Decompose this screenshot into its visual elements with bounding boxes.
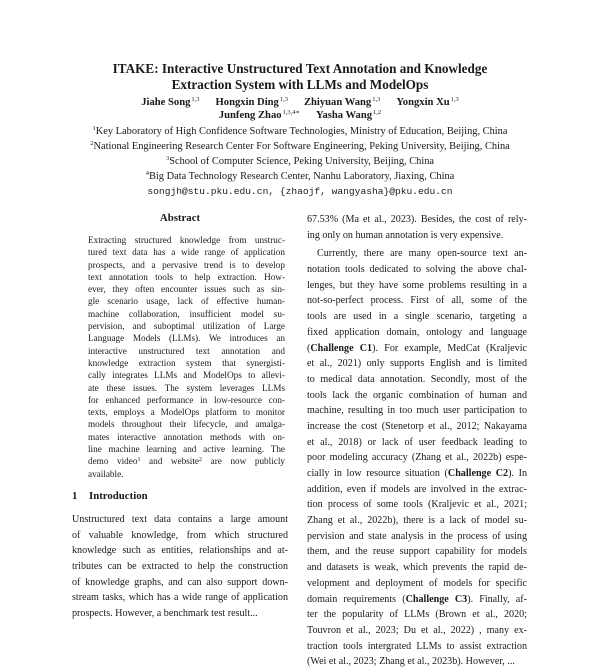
author-list — [60, 96, 540, 122]
affiliation-text: School of Computer Science, Peking University, Beijing, China — [169, 156, 435, 167]
author-row — [60, 109, 540, 122]
abstract-line: ever, they often encounter issues such as sin- — [88, 284, 285, 295]
author-affiliation-marker: 1,2 — [373, 109, 382, 116]
section-heading-introduction — [72, 490, 288, 503]
body-text-line: and datasets is weak, which prevents the rapid de- — [307, 562, 527, 574]
body-text-line: poor modeling accuracy (Zhang et al., 2022b) espe- — [307, 452, 527, 464]
body-text-line: not-so-perfect process. First of all, some of the — [307, 295, 527, 307]
abstract-text: demo video — [88, 456, 138, 467]
abstract-line: mates interactive annotation methods with on- — [88, 431, 285, 442]
footnote-marker: 1 — [137, 457, 141, 464]
body-text-line: addition, even if models are involved in the extrac- — [307, 483, 527, 495]
author-affiliation-marker: 1,3 — [372, 96, 381, 103]
body-text-line: them, and the reuse support capability for models — [307, 546, 527, 558]
body-text: domain requirements ( — [307, 593, 406, 605]
affiliation-marker: 1 — [92, 125, 96, 132]
body-text: ). Finally, af- — [467, 593, 527, 605]
section-title: Introduction — [89, 489, 148, 502]
body-text-line — [307, 592, 527, 608]
affiliation-text: National Engineering Research Center For Software Engineering, Peking University, Beijing, China — [93, 141, 510, 152]
author-name: Yongxin Xu — [396, 97, 450, 108]
abstract-line: line machine learning and active learning. The — [88, 444, 285, 455]
abstract-line: knowledge extraction system that synergisti- — [88, 357, 285, 368]
body-text-line: machine, resulting in too much user participation to — [307, 405, 527, 417]
body-text-line: tools are used in a single scenario, targeting a — [307, 311, 527, 323]
author — [316, 109, 381, 122]
body-text-line: 67.53% (Ma et al., 2023). Besides, the cost of rely- — [307, 214, 527, 225]
abstract-text: and website — [140, 456, 199, 467]
body-text-line: ing only on human annotation is very expensive. — [307, 229, 504, 241]
affiliation — [40, 139, 560, 154]
challenge-label: Challenge C1 — [310, 342, 373, 354]
paragraph — [307, 246, 527, 670]
body-text-line: Touvron et al., 2023; Du et al., 2022) , many ex- — [307, 624, 527, 636]
title-line: Extraction System with LLMs and ModelOps — [171, 77, 429, 92]
author-emails: songjh@stu.pku.edu.cn, {zhaojf, wangyasha}@pku.edu.cn — [147, 186, 453, 197]
body-text-line: notation tools dedicated to solving the above chal- — [307, 264, 527, 276]
body-text-line: Zhang et al., 2022b), there is a lack of model su- — [307, 515, 527, 527]
body-text-line — [307, 341, 527, 357]
abstract-line: for enhanced performance in low-resource con- — [88, 394, 285, 405]
body-text-line: to medical data annotation. Secondly, most of the — [307, 373, 527, 385]
abstract-line: models throughout their lifecycle, and amalga- — [88, 419, 285, 430]
author-affiliation-marker: 1,3 — [279, 96, 288, 103]
affiliation — [40, 169, 560, 184]
body-text-line: prospects. However, a benchmark test result... — [72, 608, 258, 620]
body-text-line: velopment and deployment of models for specific — [307, 577, 527, 589]
body-text: ( — [307, 342, 311, 354]
body-text-line: tributes can be extracted to help the construction — [72, 561, 288, 572]
introduction-body — [72, 512, 288, 622]
author — [141, 96, 199, 109]
paper-title — [70, 61, 530, 93]
abstract-line: texts, employs a ModelOps platform to monitor — [88, 407, 285, 418]
author-name: Hongxin Ding — [215, 97, 279, 108]
affiliation-marker: 3 — [165, 155, 170, 162]
affiliation-lines — [40, 124, 560, 184]
author-affiliation-marker: 1,3 — [450, 96, 459, 103]
section-number: 1 — [72, 489, 78, 502]
challenge-label: Challenge C3 — [405, 593, 468, 605]
abstract-line: machine collaboration, insufficient model su- — [88, 308, 285, 319]
body-text-line: lenges, but they have some problems resulting in a — [307, 279, 527, 291]
author — [396, 96, 458, 109]
body-text-line: pervision and state analysis in the process of using — [307, 530, 527, 542]
body-text-line: of valuable knowledge, from which structured — [72, 529, 288, 541]
abstract-line: text annotation tools to help extraction. How- — [88, 271, 285, 282]
right-column — [307, 212, 527, 670]
author-row — [60, 96, 540, 109]
challenge-label: Challenge C2 — [447, 468, 509, 479]
paragraph — [307, 212, 527, 243]
author — [216, 96, 288, 109]
author-affiliation-marker: 1,3 — [191, 96, 200, 103]
affiliation-text: Big Data Technology Research Center, Nanhu Laboratory, Jiaxing, China — [148, 171, 455, 182]
body-text-line: et al., 2018) or lack of user feedback leading to — [307, 436, 527, 448]
author-name: Yasha Wang — [315, 110, 373, 121]
abstract-line: Extracting structured knowledge from unstruc- — [88, 235, 285, 245]
body-text-line: Currently, there are many open-source text an- — [317, 248, 527, 260]
author-name: Zhiyuan Wang — [303, 97, 372, 108]
abstract-body — [72, 234, 288, 455]
body-text-line: increase the cost (Stenetorp et al., 2012; Nakayama — [307, 420, 527, 432]
abstract-line: interactive unstructured text annotation and — [88, 345, 285, 356]
author — [219, 109, 300, 122]
abstract-heading: Abstract — [159, 212, 201, 224]
abstract-line — [72, 455, 288, 467]
abstract-text: are now publicly — [202, 456, 285, 467]
body-text: cially in low resource situation ( — [307, 468, 448, 479]
body-text-line: et al., 2021) only supports English and is limited — [307, 358, 527, 370]
body-text-line: knowledge such as entities, relationships and at- — [72, 545, 288, 557]
body-text-line — [307, 466, 527, 482]
author-affiliation-marker: 1,3,4∗ — [282, 109, 300, 116]
affiliation-marker: 4 — [145, 170, 149, 177]
body-text-line: traction tools intergrated LLMs to assist extraction — [307, 640, 527, 652]
affiliation — [40, 154, 560, 169]
affiliation-marker: 2 — [90, 140, 94, 147]
abstract-line: available. — [88, 468, 124, 479]
body-text-line: Unstructured text data contains a large amount — [72, 513, 288, 525]
body-text-line: tion process of some tools (Kraljevic et al., 2021; — [307, 499, 527, 511]
footnote-marker: 2 — [199, 457, 202, 464]
body-text-line: tools lack the organic combination of human and — [307, 389, 527, 401]
affiliation-list — [40, 124, 560, 199]
body-text-line: (Wei et al., 2023; Zhang et al., 2023b). However, ... — [307, 656, 515, 668]
abstract-line: Language Models (LLMs). We introduces an — [88, 333, 285, 344]
body-text-line: stream tasks, which has a wide range of application — [72, 592, 288, 604]
title-line: ITAKE: Interactive Unstructured Text Annotation and Knowledge — [112, 61, 488, 76]
author-name: Jiahe Song — [141, 97, 191, 108]
abstract-line: prospects, and a pervasive trend is to develop — [88, 259, 285, 270]
abstract-line: pervision, and suboptimal utilization of Large — [88, 321, 285, 332]
abstract-line: ate these issues. The system leverages LLMs — [88, 382, 285, 393]
abstract-line: tured text data has a wide range of application — [88, 247, 285, 258]
affiliation-text: Key Laboratory of High Confidence Software Technologies, Ministry of Education, Beijing, China — [95, 126, 508, 137]
abstract-line: gle scenario usage, lack of effective human- — [88, 296, 285, 307]
left-column — [72, 212, 288, 622]
affiliation — [40, 124, 560, 139]
body-text-line: ter the popularity of LLMs (Brown et al., 2020; — [307, 609, 527, 621]
abstract-line: cally integrates LLMs and ModelOps to allevi- — [88, 370, 285, 381]
body-text: ). In — [508, 468, 527, 479]
body-text-line: fixed application domain, ontology and language — [307, 326, 527, 338]
author-name: Junfeng Zhao — [218, 110, 282, 121]
body-text-line: of knowledge graphs, and can also support down- — [72, 576, 288, 588]
author — [304, 96, 380, 109]
body-text: ). For example, MedCat (Kraljevic — [372, 342, 527, 354]
